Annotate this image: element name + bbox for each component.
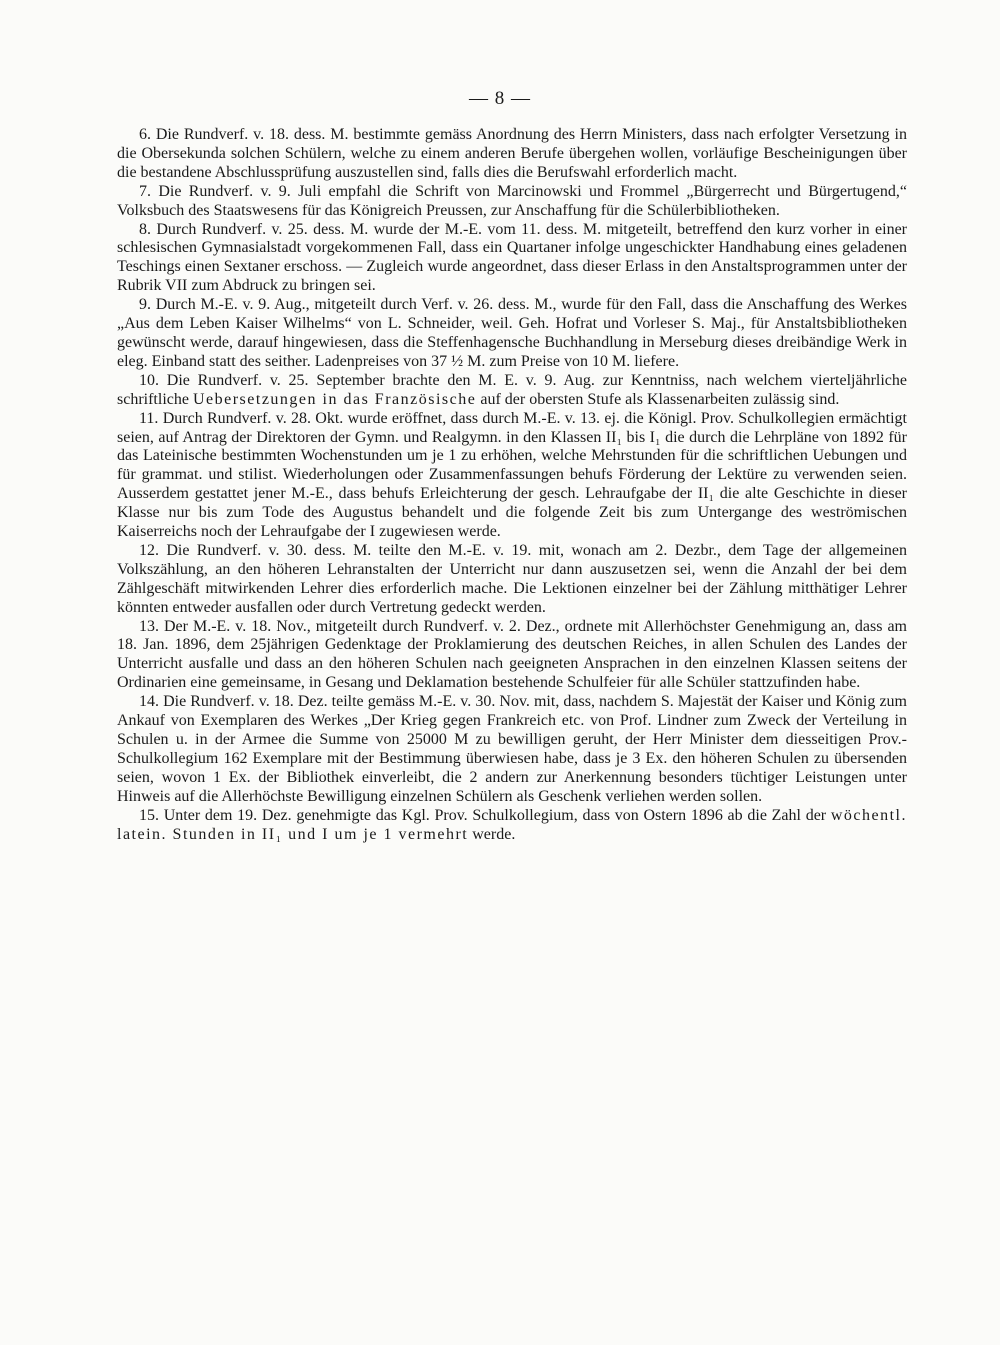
- document-body: [117, 126, 907, 844]
- entry-15-spaced-text: wöchentl. latein. Stunden in II₁ und I um je 1 vermehrt: [117, 806, 907, 843]
- entry-10-text-before: 10. Die Rundverf. v. 25. September brachte den M. E. v. 9. Aug. zur Kenntniss, nach welchem vierteljährliche schriftliche: [117, 371, 907, 408]
- entry-11: 11. Durch Rundverf. v. 28. Okt. wurde eröffnet, dass durch M.-E. v. 13. ej. die Königl. Prov. Schulkollegien ermächtigt seien, auf Antrag der Direktoren der Gymn. und Realgymn. in den Klassen II₁ bis I₁ die durch die Lehrpläne von 1892 für das Lateinische bestimmten Wochenstunden um je 1 zu erhöhen, welche Mehrstunden für die schriftlichen Uebungen und für grammat. und stilist. Wiederholungen oder Zusammenfassungen behufs Förderung der Lektüre zu verwenden seien. Ausserdem gestattet jener M.-E., dass behufs Erleichterung der gesch. Lehraufgabe der II₁ die alte Geschichte in dieser Klasse nur bis zum Tode des Augustus behandelt und die folgende Zeit bis zum Untergange des weströmischen Kaiserreichs noch der Lehraufgabe der I zugewiesen werde.: [117, 409, 907, 541]
- entry-12: 12. Die Rundverf. v. 30. dess. M. teilte den M.-E. v. 19. mit, wonach am 2. Dezbr., dem Tage der allgemeinen Volkszählung, an den höheren Lehranstalten der Unterricht nur dann auszusetzen sei, wenn die Anzahl der bei dem Zählgeschäft mitwirkenden Lehrer dies erforderlich mache. Die Lektionen einzelner bei der Zählung mitthätiger Lehrer könnten entweder ausfallen oder durch Vertretung gedeckt werden.: [117, 541, 907, 616]
- entry-15-text-before: 15. Unter dem 19. Dez. genehmigte das Kgl. Prov. Schulkollegium, dass von Ostern 1896 ab die Zahl der: [139, 806, 831, 824]
- entry-10-text-after: auf der obersten Stufe als Klassenarbeiten zulässig sind.: [476, 390, 840, 408]
- entry-9: 9. Durch M.-E. v. 9. Aug., mitgeteilt durch Verf. v. 26. dess. M., wurde für den Fall, dass die Anschaffung des Werkes „Aus dem Leben Kaiser Wilhelms“ von L. Schneider, weil. Geh. Hofrat und Vorleser S. Maj., für Anstaltsbibliotheken gewünscht werde, darauf hingewiesen, dass die Steffenhagensche Buchhandlung in Merseburg dieses dreibändige Werk in eleg. Einband statt des seither. Ladenpreises von 37 ½ M. zum Preise von 10 M. liefere.: [117, 296, 907, 370]
- entry-14: 14. Die Rundverf. v. 18. Dez. teilte gemäss M.-E. v. 30. Nov. mit, dass, nachdem S. Majestät der Kaiser und König zum Ankauf von Exemplaren des Werkes „Der Krieg gegen Frankreich etc. von Prof. Lindner zum Zweck der Verteilung in Schulen u. in der Armee die Summe von 25000 M zu bewilligen geruht, der Herr Minister dem diesseitigen Prov.-Schulkollegium 162 Exemplare mit der Bestimmung überwiesen habe, dass je 3 Ex. den höheren Schulen zu übersenden seien, wovon 1 Ex. der Bibliothek einverleibt, die 2 andern zur Anerkennung besonders tüchtiger Leistungen unter Hinweis auf die Allerhöchste Bewilligung einzelnen Schülern als Geschenk verliehen werden sollen.: [117, 693, 907, 805]
- entry-7: 7. Die Rundverf. v. 9. Juli empfahl die Schrift von Marcinowski und Frommel „Bürgerrecht und Bürgertugend,“ Volksbuch des Staatswesens für das Königreich Preussen, zur Anschaffung für die Schülerbibliotheken.: [117, 182, 907, 219]
- entry-15-text-after: werde.: [468, 825, 516, 843]
- entry-10: [117, 372, 907, 410]
- entry-8: 8. Durch Rundverf. v. 25. dess. M. wurde der M.-E. vom 11. dess. M. mitgeteilt, betreffend den kurz vorher in einer schlesischen Gymnasialstadt vorgekommenen Fall, dass ein Quartaner infolge ungeschickter Handhabung eines geladenen Teschings einen Sextaner erschoss. — Zugleich wurde angeordnet, dass dieser Erlass in den Anstaltsprogrammen unter der Rubrik VII zum Abdruck zu bringen sei.: [117, 220, 907, 295]
- entry-13: 13. Der M.-E. v. 18. Nov., mitgeteilt durch Rundverf. v. 2. Dez., ordnete mit Allerhöchster Genehmigung an, dass am 18. Jan. 1896, dem 25jährigen Gedenktage der Proklamierung des deutschen Reiches, in allen Schulen des Landes der Unterricht ausfalle und dass an den höheren Schulen nach geeigneten Ansprachen in den einzelnen Klassen seitens der Ordinarien eine gemeinsame, in Gesang und Deklamation bestehende Schulfeier für alle Schüler stattzufinden habe.: [117, 617, 907, 692]
- entry-6: 6. Die Rundverf. v. 18. dess. M. bestimmte gemäss Anordnung des Herrn Ministers, dass nach erfolgter Versetzung in die Obersekunda solchen Schülern, welche zu einem anderen Berufe übergehen wollen, vorläufige Bescheinigungen über die bestandene Abschlussprüfung auszustellen sind, falls dies die Berufswahl erforderlich macht.: [117, 126, 907, 181]
- entry-10-spaced-text: Uebersetzungen in das Französische: [192, 390, 477, 408]
- entry-15: [117, 807, 907, 845]
- page-number: — 8 —: [469, 88, 531, 109]
